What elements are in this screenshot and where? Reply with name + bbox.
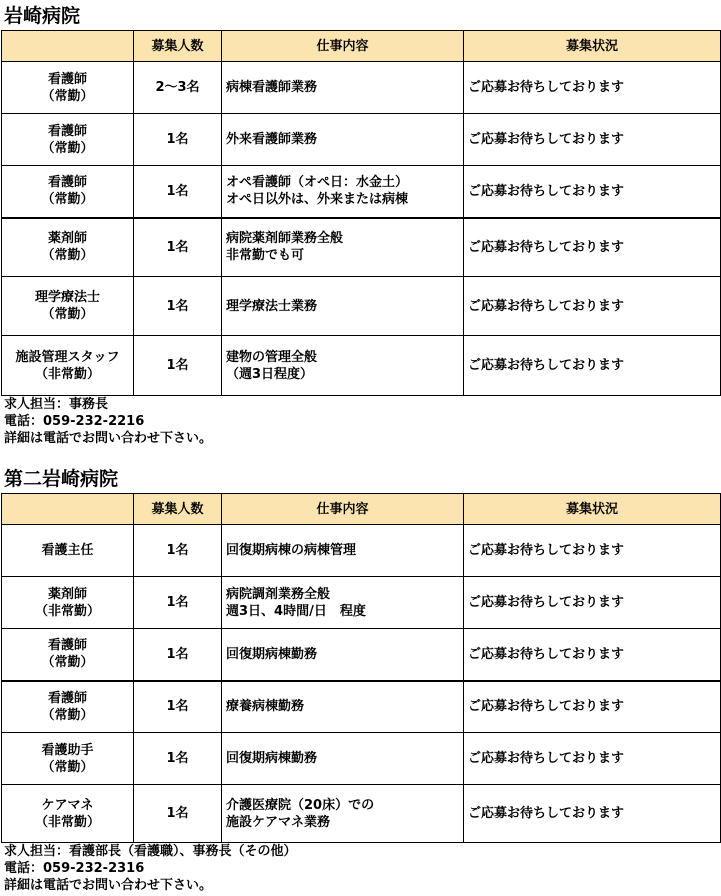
header-role [2,494,134,525]
status-cell: ご応募お待ちしております [464,733,721,785]
duties-cell: 病院調剤業務全般 週3日、4時間/日 程度 [222,577,464,629]
header-status: 募集状況 [464,494,721,525]
duties-cell: 病院薬剤師業務全般 非常勤でも可 [222,218,464,277]
status-cell: ご応募お待ちしております [464,785,721,843]
table-row [2,114,721,166]
count-cell: 1名 [134,336,222,396]
role-cell: 理学療法士 （常勤） [2,277,134,336]
count-cell: 1名 [134,681,222,733]
contact-person: 求人担当：看護部長（看護職）、事務長（その他） [4,844,297,859]
count-cell: 1名 [134,114,222,166]
hospital2-section [0,467,721,894]
status-cell: ご応募お待ちしております [464,629,721,681]
role-cell: 看護師 （常勤） [2,62,134,114]
table-row [2,525,721,577]
header-status: 募集状況 [464,31,721,62]
duties-cell: 回復期病棟の病棟管理 [222,525,464,577]
contact-person: 求人担当：事務長 [4,397,109,412]
count-cell: 1名 [134,525,222,577]
header-duties: 仕事内容 [222,494,464,525]
table-row [2,277,721,336]
duties-cell: 理学療法士業務 [222,277,464,336]
table-header-row [2,494,721,525]
duties-cell: オペ看護師（オペ日：水金土） オペ日以外は、外来または病棟 [222,166,464,218]
table-row [2,681,721,733]
status-cell: ご応募お待ちしております [464,277,721,336]
count-cell: 1名 [134,218,222,277]
role-cell: 看護助手 （常勤） [2,733,134,785]
hospital1-title: 岩崎病院 [4,5,81,27]
status-cell: ご応募お待ちしております [464,114,721,166]
hospital1-contact-info [0,396,721,447]
duties-cell: 療養病棟勤務 [222,681,464,733]
role-cell: 薬剤師 （非常勤） [2,577,134,629]
table-row [2,629,721,681]
table-row [2,785,721,843]
status-cell: ご応募お待ちしております [464,166,721,218]
duties-cell: 外来看護師業務 [222,114,464,166]
phone-number: 電話：059-232-2316 [4,861,145,876]
role-cell: 看護師 （常勤） [2,681,134,733]
inquiry-note: 詳細は電話でお問い合わせ下さい。 [4,878,213,893]
status-cell: ご応募お待ちしております [464,681,721,733]
role-cell: 薬剤師 （常勤） [2,218,134,277]
duties-cell: 建物の管理全般 （週3日程度） [222,336,464,396]
hospital2-title: 第二岩崎病院 [4,468,119,490]
count-cell: 1名 [134,577,222,629]
header-count: 募集人数 [134,494,222,525]
hospital2-table [1,493,721,843]
count-cell: 1名 [134,785,222,843]
table-header-row [2,31,721,62]
role-cell: 看護主任 [2,525,134,577]
role-cell: 看護師 （常勤） [2,114,134,166]
role-cell: ケアマネ （非常勤） [2,785,134,843]
hospital1-table [1,30,721,396]
header-role [2,31,134,62]
table-row [2,218,721,277]
duties-cell: 回復期病棟勤務 [222,629,464,681]
duties-cell: 病棟看護師業務 [222,62,464,114]
duties-cell: 回復期病棟勤務 [222,733,464,785]
table-row [2,577,721,629]
table-row [2,336,721,396]
status-cell: ご応募お待ちしております [464,62,721,114]
header-duties: 仕事内容 [222,31,464,62]
status-cell: ご応募お待ちしております [464,525,721,577]
count-cell: 2～3名 [134,62,222,114]
table-row [2,62,721,114]
status-cell: ご応募お待ちしております [464,577,721,629]
duties-cell: 介護医療院（20床）での 施設ケアマネ業務 [222,785,464,843]
phone-number: 電話：059-232-2216 [4,414,145,429]
count-cell: 1名 [134,629,222,681]
role-cell: 施設管理スタッフ （非常勤） [2,336,134,396]
count-cell: 1名 [134,166,222,218]
table-row [2,733,721,785]
table-row [2,166,721,218]
status-cell: ご応募お待ちしております [464,336,721,396]
hospital2-contact-info [0,843,721,894]
role-cell: 看護師 （常勤） [2,166,134,218]
count-cell: 1名 [134,733,222,785]
count-cell: 1名 [134,277,222,336]
status-cell: ご応募お待ちしております [464,218,721,277]
hospital1-section [0,4,721,447]
header-count: 募集人数 [134,31,222,62]
inquiry-note: 詳細は電話でお問い合わせ下さい。 [4,431,213,446]
role-cell: 看護師 （常勤） [2,629,134,681]
